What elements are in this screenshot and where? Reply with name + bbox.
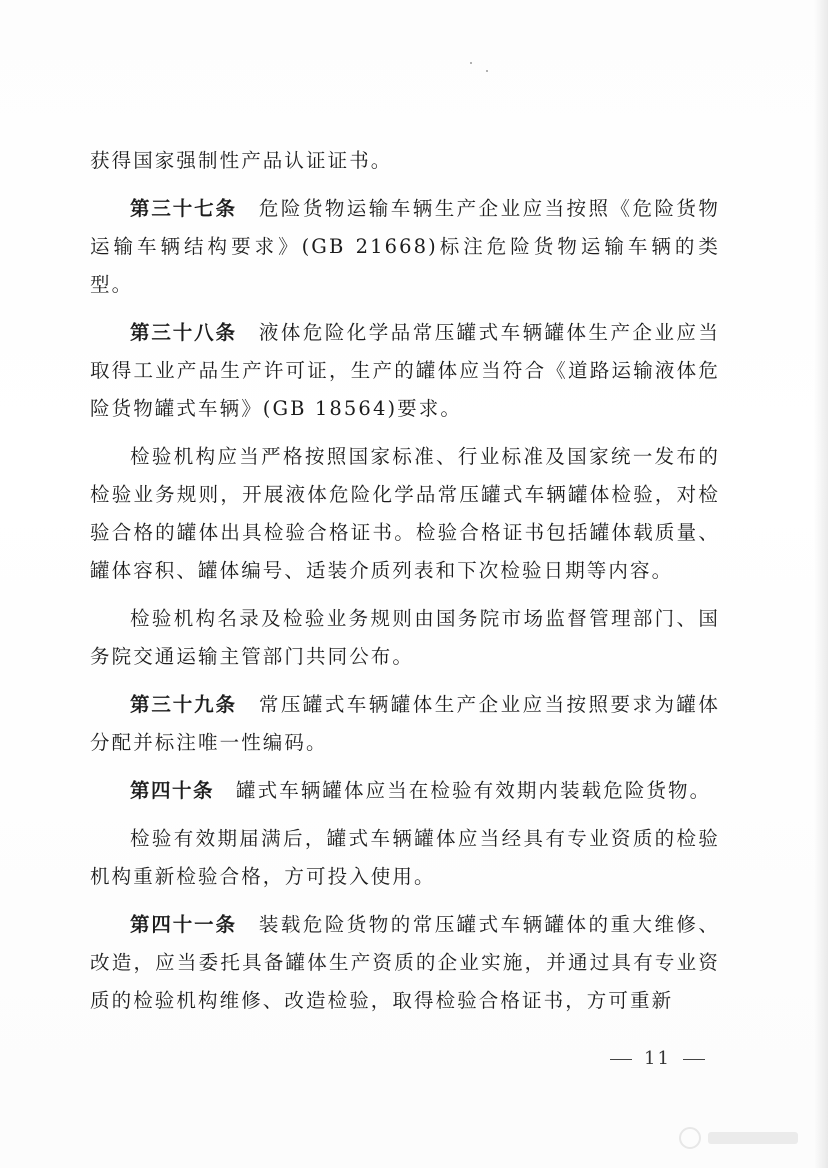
paragraph bbox=[90, 686, 720, 762]
paragraph-text: 检验有效期届满后，罐式车辆罐体应当经具有专业资质的检验机构重新检验合格，方可投入使用。 bbox=[90, 827, 720, 888]
scan-edge-shadow bbox=[814, 0, 828, 1168]
page-number-value: 11 bbox=[644, 1048, 671, 1069]
article-number: 第四十条 bbox=[130, 779, 215, 802]
paragraph bbox=[90, 142, 720, 180]
article-number: 第四十一条 bbox=[130, 913, 237, 936]
page-number bbox=[598, 1048, 717, 1069]
paragraph-text: 液体危险化学品常压罐式车辆罐体生产企业应当取得工业产品生产许可证，生产的罐体应当符合《道路运输液体危险货物罐式车辆》(GB 18564)要求。 bbox=[90, 321, 720, 420]
paragraph bbox=[90, 772, 720, 810]
paragraph bbox=[90, 314, 720, 428]
dash-left bbox=[610, 1059, 632, 1060]
paragraph-text: 罐式车辆罐体应当在检验有效期内装载危险货物。 bbox=[236, 779, 712, 802]
article-number: 第三十九条 bbox=[130, 693, 237, 716]
paragraph bbox=[90, 820, 720, 896]
article-number: 第三十八条 bbox=[130, 321, 237, 344]
paragraph-text: 危险货物运输车辆生产企业应当按照《危险货物运输车辆结构要求》(GB 21668)标注危险货物运输车辆的类型。 bbox=[90, 197, 720, 296]
paragraph-text: 检验机构应当严格按照国家标准、行业标准及国家统一发布的检验业务规则，开展液体危险化学品常压罐式车辆罐体检验，对检验合格的罐体出具检验合格证书。检验合格证书包括罐体载质量、罐体容积、罐体编号、适装介质列表和下次检验日期等内容。 bbox=[90, 445, 720, 582]
paragraph bbox=[90, 906, 720, 1020]
paragraph-text: 获得国家强制性产品认证证书。 bbox=[90, 149, 393, 172]
paragraph-text: 检验机构名录及检验业务规则由国务院市场监督管理部门、国务院交通运输主管部门共同公布。 bbox=[90, 607, 720, 668]
paragraph-text: 常压罐式车辆罐体生产企业应当按照要求为罐体分配并标注唯一性编码。 bbox=[90, 693, 720, 754]
paragraph-text: 装载危险货物的常压罐式车辆罐体的重大维修、改造，应当委托具备罐体生产资质的企业实施，并通过具有专业资质的检验机构维修、改造检验，取得检验合格证书，方可重新 bbox=[90, 913, 720, 1012]
dash-right bbox=[683, 1059, 705, 1060]
scan-speck bbox=[486, 70, 488, 72]
scan-speck bbox=[470, 62, 472, 64]
watermark-logo bbox=[676, 1124, 806, 1152]
paragraph bbox=[90, 438, 720, 590]
article-number: 第三十七条 bbox=[130, 197, 237, 220]
document-body bbox=[90, 142, 720, 1030]
paragraph bbox=[90, 190, 720, 304]
paragraph bbox=[90, 600, 720, 676]
